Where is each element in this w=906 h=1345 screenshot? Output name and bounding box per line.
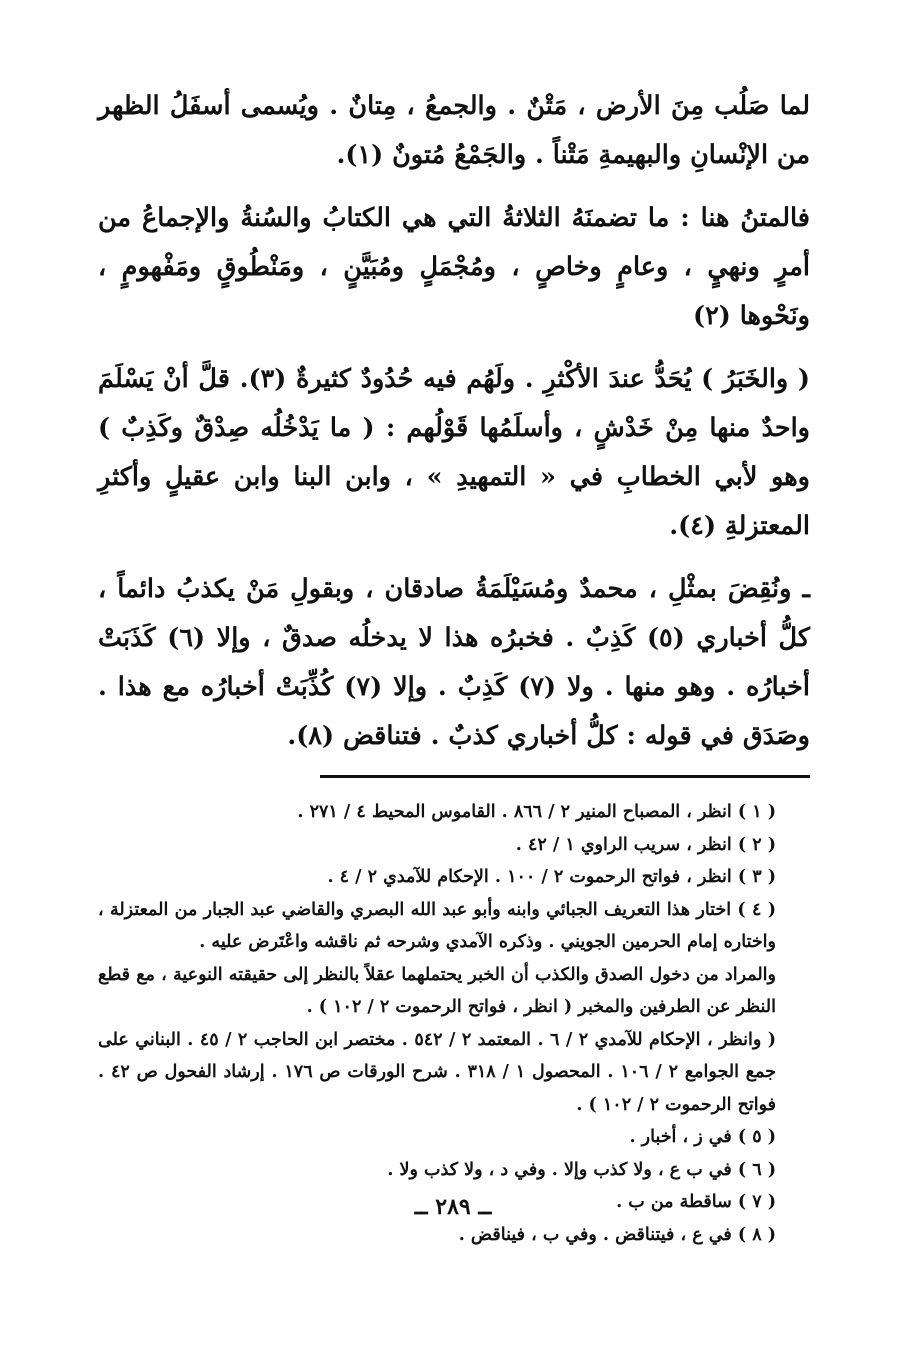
paragraph-khabar-definition: ( والخَبَرُ ) يُحَدُّ عندَ الأكْثرِ . ولَهُم فيه حُدُودٌ كثيرةٌ (٣). قلَّ أنْ يَسْلَمَ واحدٌ منها مِنْ خَدْشٍ ، وأسلَمُها قَوْلُهم : ( ما يَدْخُلُه صِدْقٌ وكَذِبٌ ) وهو لأبي الخطابِ في « التمهيدِ » ، وابن البنا وابن عقيلٍ وأكثرِ المعتزلةِ (٤). — [98, 364, 810, 541]
footnote-divider — [320, 775, 810, 778]
footnote-1: ( ١ ) انظر ، المصباح المنير ٢ / ٨٦٦ . القاموس المحيط ٤ / ٢٧١ . — [297, 802, 776, 822]
paragraph-objection: ـ ونُقِضَ بمثْلِ ، محمدٌ ومُسَيْلَمَةُ صادقان ، وبقولِ مَنْ يكذبُ دائماً ، كلُّ أخباري (٥) كَذِبٌ . فخبرُه هذا لا يدخلُه صدقٌ ، وإلا (٦) كَذَبَتْ أخبارُه . وهو منها . ولا (٧) كَذِبٌ . وإلا (٧) كُذِّبَتْ أخبارُه مع هذا . وصَدَق في قوله : كلُّ أخباري كذبٌ . فتناقض (٨). — [98, 574, 811, 751]
footnote-7: ( ٧ ) ساقطة من ب . — [616, 1192, 776, 1212]
footnote-6: ( ٦ ) في ب ع ، ولا كذب وإلا . وفي د ، ولا كذب ولا . — [387, 1159, 776, 1180]
footnote-4-references: ( وانظر ، الإحكام للآمدي ٢ / ٦ . المعتمد ٢ / ٥٤٢ . مختصر ابن الحاجب ٢ / ٤٥ . البناني على جمع الجوامع ٢ / ١٠٦ . المحصول ١ / ٣١٨ . شرح الورقات ص ١٧٦ . إرشاد الفحول ص ٤٢ . فواتح الرحموت ٢ / ١٠٢ ) . — [98, 1029, 777, 1115]
page-number: ــ ٢٨٩ ــ — [414, 1194, 492, 1220]
footnote-3: ( ٣ ) انظر ، فواتح الرحموت ٢ / ١٠٠ . الإحكام للآمدي ٢ / ٤ . — [327, 867, 776, 887]
paragraph-matn-meaning: فالمتنُ هنا : ما تضمنَهُ الثلاثةُ التي هي الكتابُ والسُنةُ والإجماعُ من أمرٍ ونهيٍ ، وعامٍ وخاصٍ ، ومُجْمَلٍ ومُبَيَّنٍ ، ومَنْطُوقٍ ومَفْهومٍ ، ونَحْوها (٢) — [98, 203, 810, 331]
main-text — [98, 82, 810, 761]
footnote-4-continuation: والمراد من دخول الصدق والكذب أن الخبر يحتملهما عقلاً بالنظر إلى حقيقته النوعية ، مع قطع النظر عن الطرفين والمخبر ( انظر ، فواتح الرحموت ٢ / ١٠٢ ) . — [98, 964, 776, 1017]
footnotes — [98, 796, 810, 1251]
footnote-5: ( ٥ ) في ز ، أخبار . — [629, 1127, 776, 1147]
footnote-4: ( ٤ ) اختار هذا التعريف الجبائي وابنه وأبو عبد الله البصري والقاضي عبد الجبار من المعتزلة ، واختاره إمام الحرمين الجويني . وذكره الآمدي وشرحه ثم ناقشه واعْتَرض عليه . — [98, 899, 776, 952]
paragraph-matn-definition: لما صَلُب مِنَ الأرض ، مَتْنٌ . والجمعُ ، مِتانٌ . ويُسمى أسفَلُ الظهر من الإنْسانِ والبهيمةِ مَتْناً . والجَمْعُ مُتونٌ (١). — [98, 91, 810, 170]
footnote-2: ( ٢ ) انظر ، سريب الراوي ١ / ٤٢ . — [515, 834, 776, 855]
footnote-8: ( ٨ ) في ع ، فيتناقض . وفي ب ، فيناقض . — [458, 1224, 776, 1245]
